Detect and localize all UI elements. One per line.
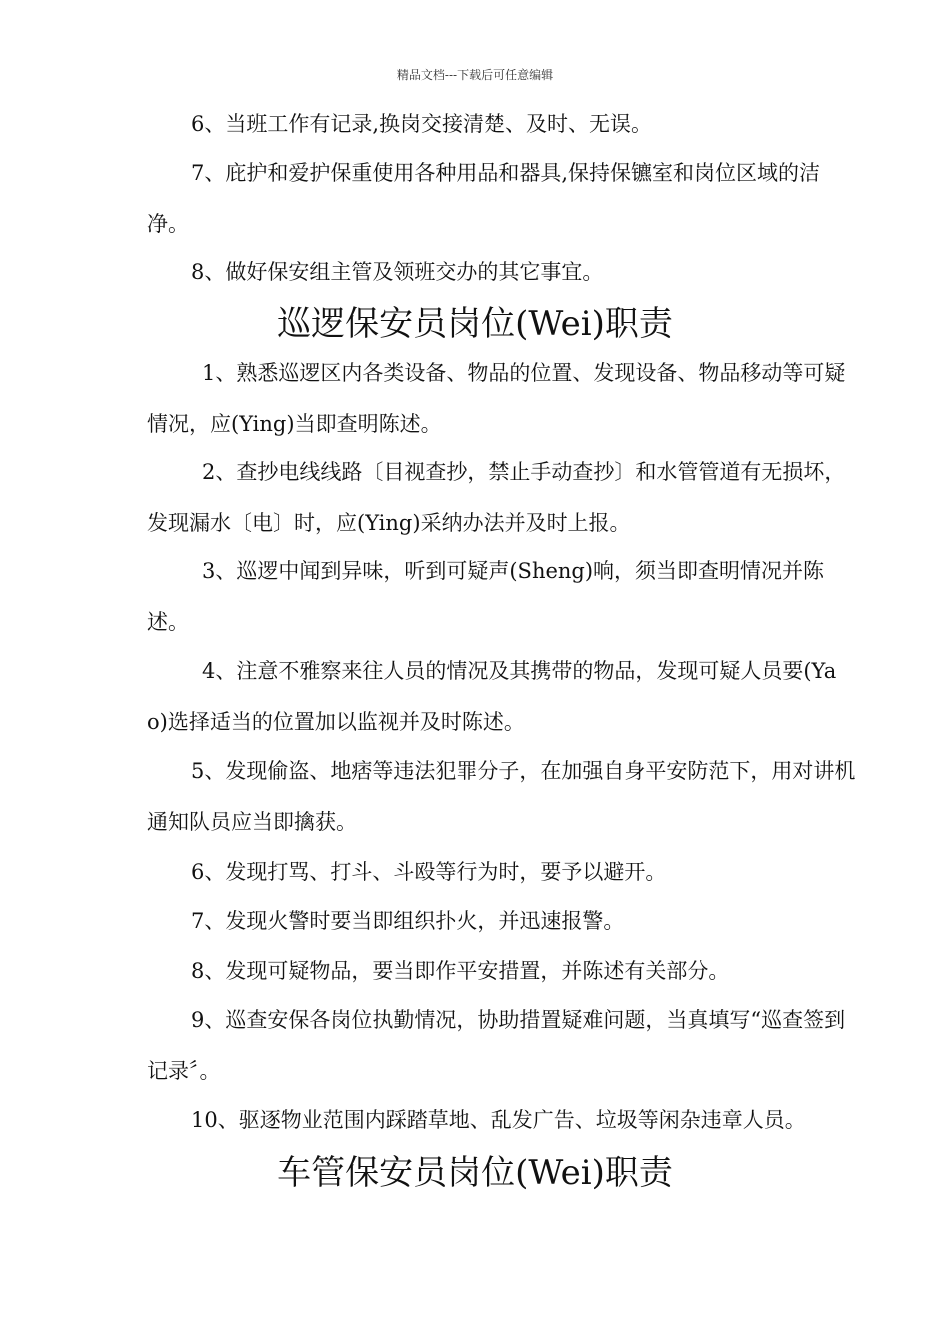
- duty-item: 3、巡逻中闻到异味，听到可疑声(Sheng)响，须当即查明情况并陈述。: [147, 559, 825, 634]
- duty-item: 8、做好保安组主管及领班交办的其它事宜。: [191, 260, 604, 284]
- duty-item: 8、发现可疑物品，要当即作平安措置，并陈述有关部分。: [191, 959, 730, 983]
- duty-item: 1、熟悉巡逻区内各类设备、物品的位置、发现设备、物品移动等可疑情况，应(Ying)当即查明陈述。: [147, 361, 846, 436]
- duty-item: 5、发现偷盗、地痞等违法犯罪分子，在加强自身平安防范下，用对讲机通知队员应当即擒获。: [147, 759, 856, 834]
- duty-item: 4、注意不雅察来往人员的情况及其携带的物品，发现可疑人员要(Yao)选择适当的位置加以监视并及时陈述。: [147, 659, 837, 734]
- duty-item: 7、庇护和爱护保重使用各种用品和器具,保持保镳室和岗位区域的洁净。: [147, 161, 821, 236]
- duty-item: 6、发现打骂、打斗、斗殴等行为时，要予以避开。: [191, 860, 667, 884]
- section-title: 车管保安员岗位(Wei)职责: [277, 1153, 673, 1193]
- duty-item: 10、驱逐物业范围内踩踏草地、乱发广告、垃圾等闲杂违章人员。: [191, 1108, 806, 1132]
- page-header: 精品文档---下载后可任意编辑: [396, 68, 554, 82]
- section-title: 巡逻保安员岗位(Wei)职责: [277, 304, 673, 344]
- duty-item: 9、巡查安保各岗位执勤情况，协助措置疑难问题，当真填写“巡查签到记录〞。: [147, 1008, 846, 1083]
- duty-item: 7、发现火警时要当即组织扑火，并迅速报警。: [191, 909, 625, 933]
- duty-item: 2、查抄电线线路〔目视查抄，禁止手动查抄〕和水管管道有无损坏，发现漏水〔电〕时，应(Ying)采纳办法并及时上报。: [147, 460, 846, 535]
- duty-item: 6、当班工作有记录,换岗交接清楚、及时、无误。: [191, 112, 653, 136]
